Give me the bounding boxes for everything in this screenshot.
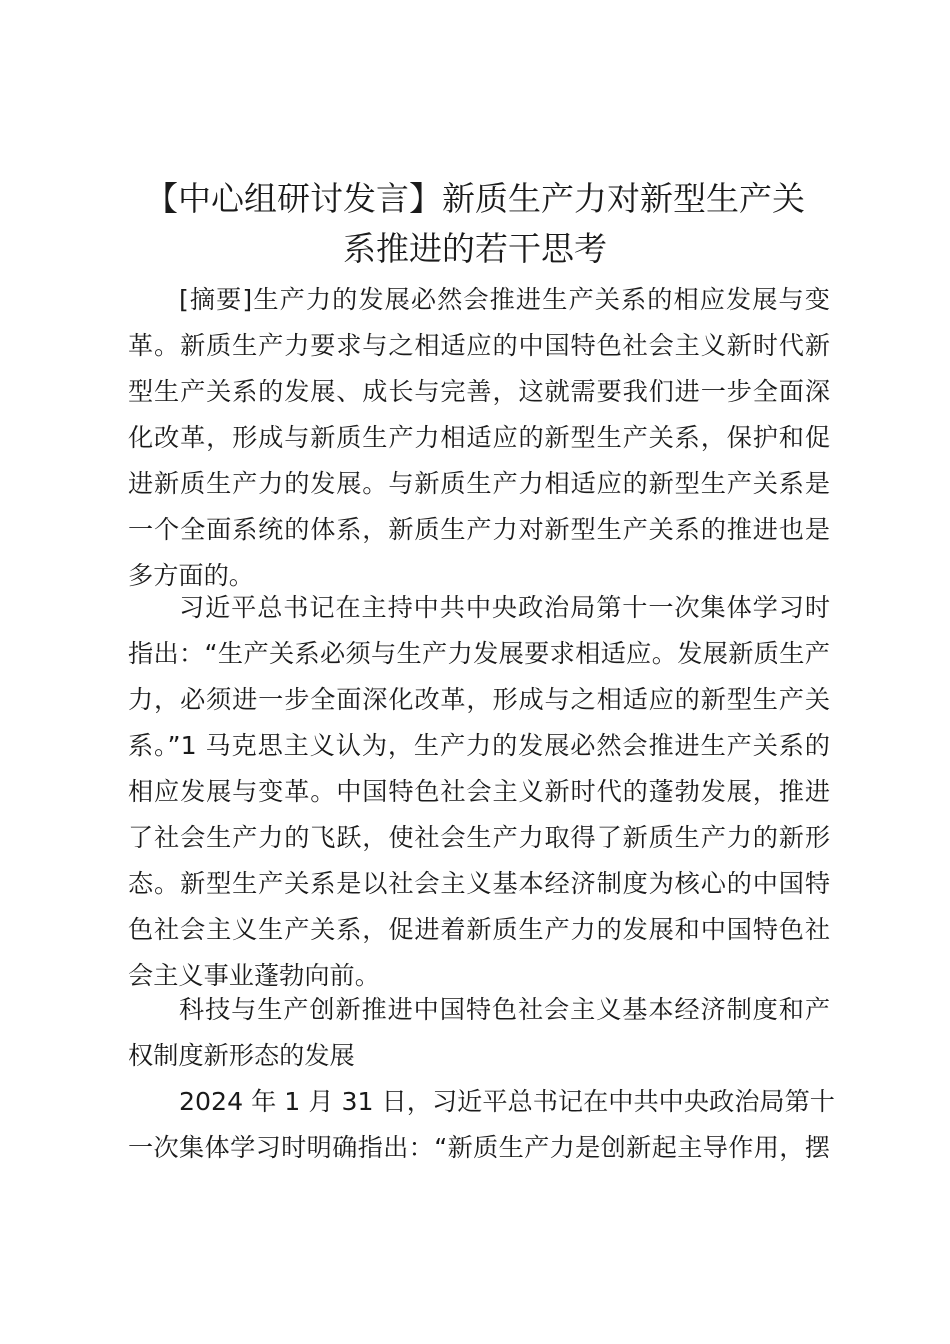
- paragraph-line: 化改革，形成与新质生产力相适应的新型生产关系，保护和促: [128, 423, 830, 452]
- document-title: [110, 174, 840, 274]
- paragraph-line: 多方面的。: [128, 561, 254, 590]
- paragraph-line: 2024 年 1 月 31 日，习近平总书记在中共中央政治局第十: [179, 1087, 835, 1116]
- paragraph-line: 会主义事业蓬勃向前。: [128, 961, 380, 990]
- paragraph-line: 革。新质生产力要求与之相适应的中国特色社会主义新时代新: [128, 331, 830, 360]
- paragraph-line: 一个全面系统的体系，新质生产力对新型生产关系的推进也是: [128, 515, 830, 544]
- paragraph-line: 习近平总书记在主持中共中央政治局第十一次集体学习时: [179, 593, 830, 622]
- paragraph-line: 进新质生产力的发展。与新质生产力相适应的新型生产关系是: [128, 469, 830, 498]
- paragraph-line: 相应发展与变革。中国特色社会主义新时代的蓬勃发展，推进: [128, 777, 830, 806]
- paragraph-line: 科技与生产创新推进中国特色社会主义基本经济制度和产: [179, 995, 830, 1024]
- paragraph-line: 态。新型生产关系是以社会主义基本经济制度为核心的中国特: [128, 869, 830, 898]
- paragraph-line: 系。”1 马克思主义认为，生产力的发展必然会推进生产关系的: [128, 731, 830, 760]
- paragraph-line: [摘要]生产力的发展必然会推进生产关系的相应发展与变: [179, 285, 830, 314]
- paragraph-line: 权制度新形态的发展: [128, 1041, 355, 1070]
- title-line: 系推进的若干思考: [343, 229, 607, 268]
- section-heading-paragraph: [128, 987, 830, 1079]
- body-paragraph: [128, 585, 830, 999]
- paragraph-line: 一次集体学习时明确指出：“新质生产力是创新起主导作用，摆: [128, 1133, 830, 1162]
- paragraph-line: 指出：“生产关系必须与生产力发展要求相适应。发展新质生产: [128, 639, 830, 668]
- abstract-paragraph: [128, 277, 830, 599]
- paragraph-line: 力，必须进一步全面深化改革，形成与之相适应的新型生产关: [128, 685, 830, 714]
- title-line: 【中心组研讨发言】新质生产力对新型生产关: [145, 179, 805, 218]
- paragraph-line: 了社会生产力的飞跃，使社会生产力取得了新质生产力的新形: [128, 823, 830, 852]
- paragraph-line: 色社会主义生产关系，促进着新质生产力的发展和中国特色社: [128, 915, 830, 944]
- paragraph-line: 型生产关系的发展、成长与完善，这就需要我们进一步全面深: [128, 377, 830, 406]
- body-paragraph: [128, 1079, 835, 1171]
